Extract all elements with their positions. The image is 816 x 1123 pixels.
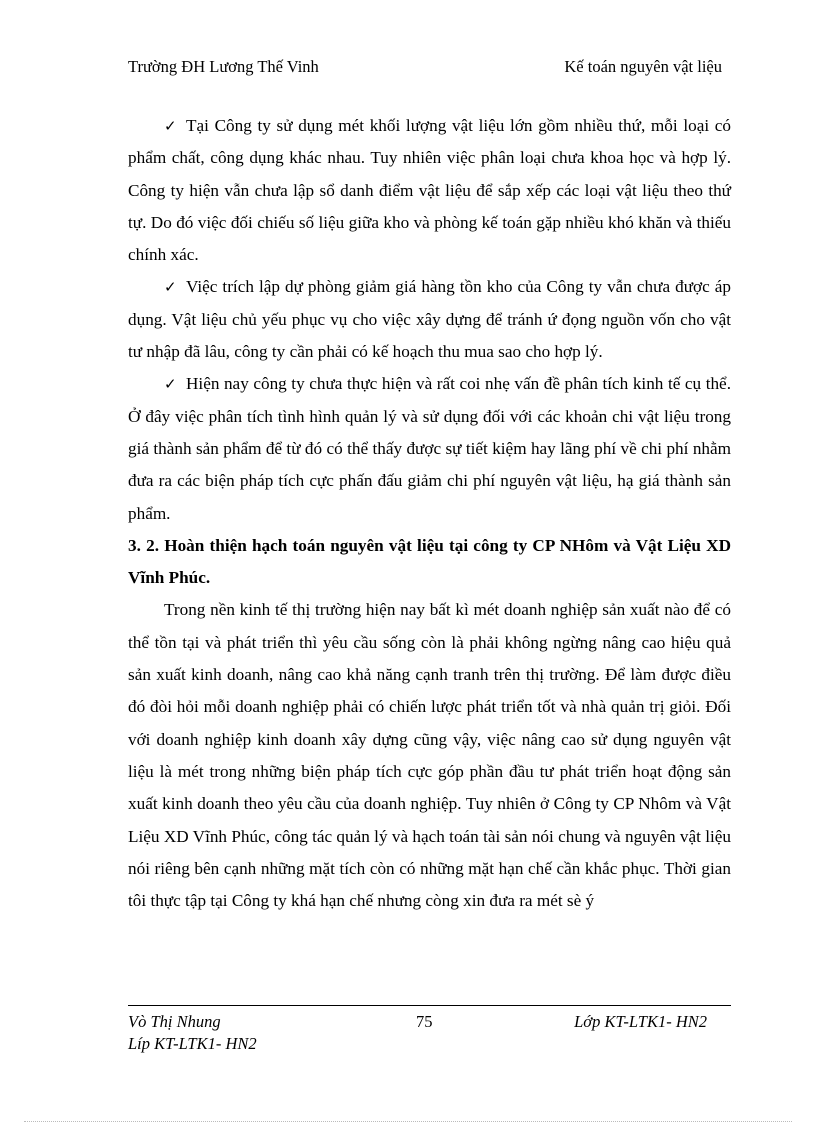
- section-heading: 3. 2. Hoàn thiện hạch toán nguyên vật liệu tại công ty CP NHôm và Vật Liệu XD Vĩnh Phúc.: [128, 535, 731, 588]
- bullet-paragraph: [128, 271, 731, 368]
- page-header: [128, 57, 722, 83]
- checkmark-icon: ✓: [164, 278, 177, 297]
- page-body: [128, 110, 731, 917]
- page-footer: [128, 1012, 731, 1062]
- page-number: 75: [416, 1012, 433, 1031]
- bullet-text: Việc trích lập dự phòng giảm giá hàng tồn kho của Công ty vẫn chưa được áp dụng. Vật liệu chủ yếu phục vụ cho việc xây dựng để tránh ứ đọng nguồn vốn cho vật tư nhập đã lâu, công ty cần phải có kế hoạch thu mua sao cho hợp lý.: [128, 277, 731, 362]
- bullet-text: Tại Công ty sử dụng mét khối lượng vật liệu lớn gồm nhiều thứ, mỗi loại có phẩm chất, công dụng khác nhau. Tuy nhiên việc phân loại chưa khoa học và hợp lý. Công ty hiện vẫn chưa lập sổ danh điểm vật liệu để sắp xếp các loại vật liệu theo thứ tự. Do đó việc đối chiếu số liệu giữa kho và phòng kế toán gặp nhiều khó khăn và thiếu chính xác.: [128, 116, 731, 265]
- author-name: Vò Thị Nhung: [128, 1012, 221, 1031]
- checkmark-icon: ✓: [164, 117, 177, 135]
- school-name: Trường ĐH Lương Thế Vinh: [128, 57, 319, 76]
- bullet-paragraph: [128, 110, 731, 271]
- section-paragraph: Trong nền kinh tế thị trường hiện nay bất kì mét doanh nghiệp sản xuất nào để có thể tồn tại và phát triển thì yêu cầu sống còn là phải không ngừng nâng cao hiệu quả sản xuất kinh doanh, nâng cao khả năng cạnh tranh trên thị trường. Để làm được điều đó đòi hỏi mỗi doanh nghiệp phải có chiến lược phát triển tốt và nhà quản trị giỏi. Đối với doanh nghiệp kinh doanh xây dựng cũng vậy, việc nâng cao sử dụng nguyên vật liệu là mét trong những biện pháp tích cực góp phần đầu tư phát triển hoạt động sản xuất kinh doanh theo yêu cầu của doanh nghiệp. Tuy nhiên ở Công ty CP Nhôm và Vật Liệu XD Vĩnh Phúc, công tác quản lý và hạch toán tài sản nói chung và nguyên vật liệu nói riêng bên cạnh những mặt tích còn có những mặt hạn chế cần khắc phục. Thời gian tôi thực tập tại Công ty khá hạn chế nhưng còng xin đưa ra mét sè ý: [128, 600, 731, 911]
- document-topic: Kế toán nguyên vật liệu: [564, 57, 722, 76]
- bullet-paragraph: [128, 368, 731, 529]
- checkmark-icon: ✓: [164, 375, 177, 394]
- class-label-right: Lớp KT-LTK1- HN2: [574, 1012, 707, 1031]
- class-label-left: Líp KT-LTK1- HN2: [128, 1034, 257, 1053]
- bullet-text: Hiện nay công ty chưa thực hiện và rất coi nhẹ vấn đề phân tích kinh tế cụ thể. Ở đây việc phân tích tình hình quản lý và sử dụng đối với các khoản chi vật liệu trong giá thành sản phẩm để từ đó có thể thấy được sự tiết kiệm hay lãng phí về chi phí nhằm đưa ra các biện pháp tích cực phấn đấu giảm chi phí nguyên vật liệu, hạ giá thành sản phẩm.: [128, 374, 731, 523]
- footer-divider: [128, 1005, 731, 1006]
- bottom-dotted-line: [24, 1121, 792, 1122]
